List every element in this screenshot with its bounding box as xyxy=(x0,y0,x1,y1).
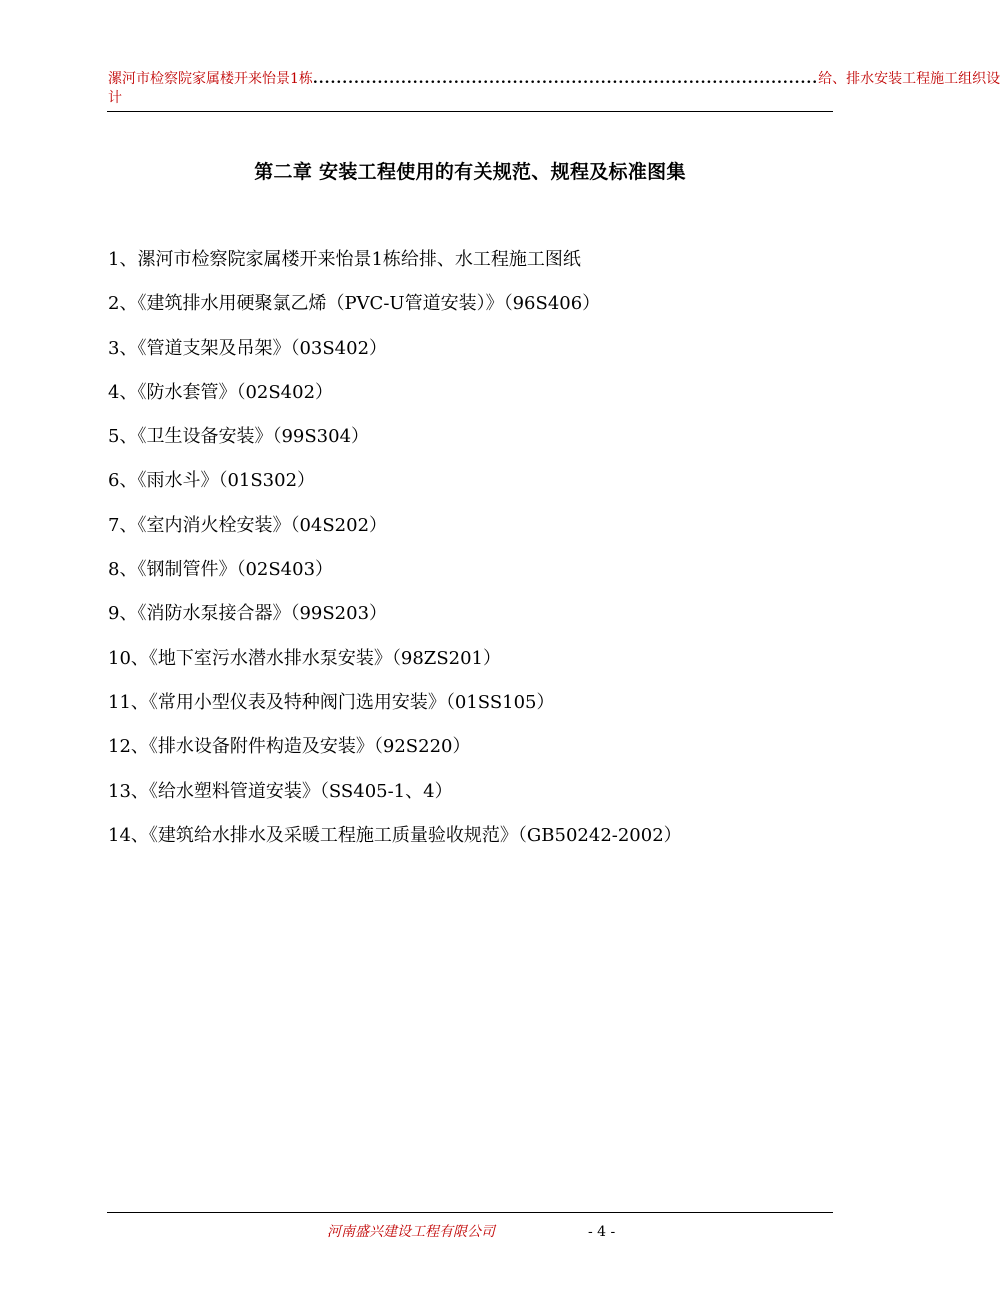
reference-item: 4、《防水套管》（02S402） xyxy=(108,381,334,403)
reference-item: 9、《消防水泵接合器》（99S203） xyxy=(108,603,388,625)
header-document-title: 给、排水安装工程施工组织设 xyxy=(818,71,1000,87)
reference-item: 3、《管道支架及吊架》（03S402） xyxy=(108,337,388,359)
footer-rule xyxy=(107,1212,833,1213)
reference-item: 8、《钢制管件》（02S403） xyxy=(108,559,334,581)
reference-item: 2、《建筑排水用硬聚氯乙烯（PVC-U管道安装）》（96S406） xyxy=(108,293,601,315)
reference-item: 6、《雨水斗》（01S302） xyxy=(108,470,316,492)
header-project-name: 漯河市检察院家属楼开来怡景1栋 xyxy=(108,71,313,87)
reference-item: 12、《排水设备附件构造及安装》（92S220） xyxy=(108,736,471,758)
reference-item: 10、《地下室污水潜水排水泵安装》（98ZS201） xyxy=(108,647,502,669)
reference-item: 11、《常用小型仪表及特种阀门选用安装》（01SS105） xyxy=(108,691,555,713)
reference-item: 13、《给水塑料管道安装》（SS405-1、4） xyxy=(108,780,453,802)
reference-item: 5、《卫生设备安装》（99S304） xyxy=(108,426,370,448)
reference-item: 1、漯河市检察院家属楼开来怡景1栋给排、水工程施工图纸 xyxy=(108,249,581,270)
header-row xyxy=(108,70,1000,89)
reference-item: 7、《室内消火栓安装》（04S202） xyxy=(108,514,388,536)
footer-page-number: - 4 - xyxy=(588,1224,616,1240)
chapter-title: 第二章 安装工程使用的有关规范、规程及标准图集 xyxy=(254,161,686,183)
header-rule xyxy=(107,111,833,112)
reference-list xyxy=(108,244,868,864)
header-document-title-wrap: 计 xyxy=(108,90,122,106)
page-header xyxy=(108,70,1000,108)
header-leader-dots: ...................................................................................... xyxy=(312,71,819,87)
reference-item: 14、《建筑给水排水及采暖工程施工质量验收规范》（GB50242-2002） xyxy=(108,824,682,846)
footer-company-name: 河南盛兴建设工程有限公司 xyxy=(327,1224,495,1240)
